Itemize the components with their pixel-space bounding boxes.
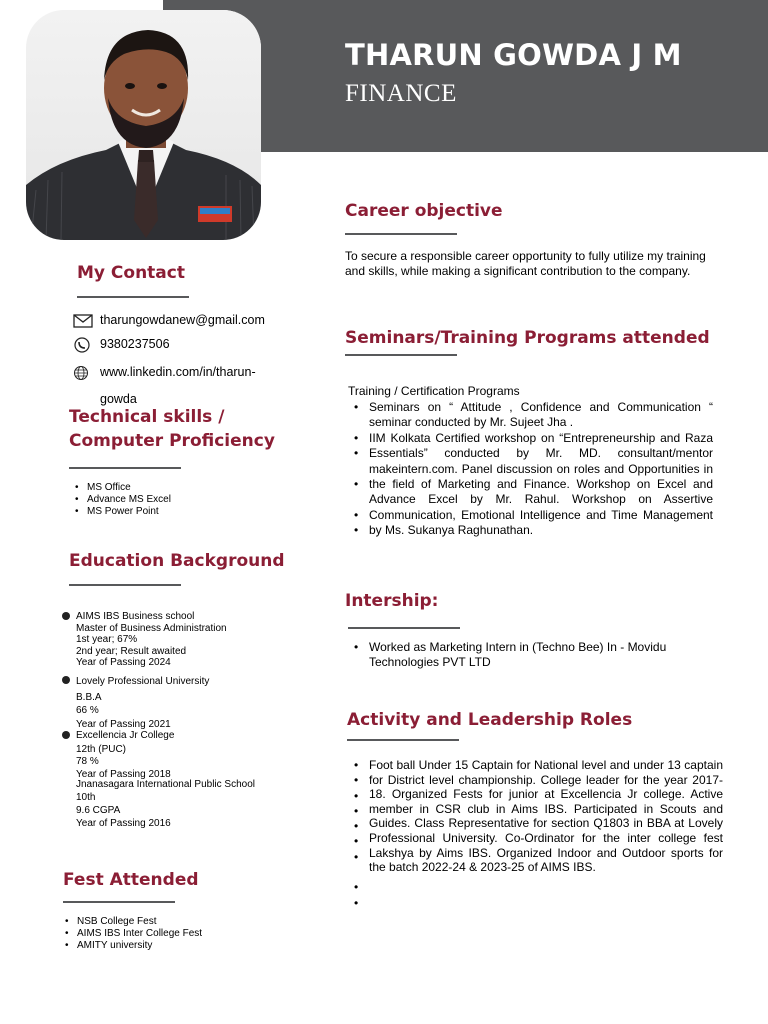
edu-line: AIMS IBS Business school	[76, 611, 195, 622]
seminars-text	[369, 400, 713, 539]
education-entry	[62, 675, 209, 731]
skills-heading-line-2: Computer Proficiency	[69, 431, 275, 451]
activities-bullet-marks: • • • • • • • • •	[354, 758, 359, 910]
internship-heading: Intership:	[345, 591, 439, 611]
candidate-name: THARUN GOWDA J M	[345, 38, 682, 72]
fest-rule	[63, 901, 175, 903]
contact-email-row[interactable]	[73, 313, 265, 333]
edu-line: Excellencia Jr College	[76, 730, 175, 741]
career-text: To secure a responsible career opportunity to fully utilize my training and skills, while making a significant contribution to the company.	[345, 249, 706, 278]
contact-email[interactable]: tharungowdanew@gmail.com	[100, 313, 265, 327]
contact-rule	[77, 296, 189, 298]
edu-line: 1st year; 67%	[76, 634, 138, 645]
seminars-heading: Seminars/Training Programs attended	[345, 328, 710, 348]
career-rule	[345, 233, 457, 235]
edu-line: Master of Business Administration	[76, 622, 227, 634]
activities-text: Foot ball Under 15 Captain for National level and under 13 captain for District level championship. College leader for the year 2017-18. Organized Fests for junior at Excellencia Jr college. Active member in CSR club in Aims IBS. Participated in Scouts and Guides. Class Representative for section Q1803 in BBA at Lovely Professional University. Co-Ordinator for the inter college fest Lakshya by Aims IBS. Organized Indoor and Outdoor sports for the batch 2022-24 & 2023-25 of AIMS IBS.	[369, 758, 723, 875]
linkedin-line-2[interactable]: gowda	[100, 392, 137, 406]
bullet-dot	[62, 731, 70, 739]
edu-line: Jnanasagara International Public School	[76, 779, 256, 790]
skills-rule	[69, 467, 181, 469]
contact-heading: My Contact	[77, 263, 185, 283]
internship-text: Worked as Marketing Intern in (Techno Bee) In - Movidu Technologies PVT LTD	[369, 640, 667, 669]
activities-heading: Activity and Leadership Roles	[347, 710, 633, 730]
edu-line: 12th (PUC)	[76, 743, 127, 755]
edu-line: 2nd year; Result awaited	[76, 645, 187, 657]
education-entry	[62, 730, 174, 781]
bullet-dot	[62, 676, 70, 684]
contact-phone[interactable]: 9380237506	[100, 337, 170, 351]
edu-line: Year of Passing 2024	[76, 657, 171, 668]
globe-icon	[73, 364, 93, 380]
profile-photo	[26, 10, 261, 240]
fest-list	[63, 916, 202, 952]
edu-line: Lovely Professional University	[76, 676, 210, 687]
education-entry	[62, 611, 227, 669]
internship-rule	[348, 627, 460, 629]
seminars-bullet-marks: • • • • • •	[354, 400, 359, 538]
skills-list	[73, 482, 171, 518]
internship-bullet-mark: •	[354, 640, 359, 654]
phone-icon	[73, 337, 93, 353]
activities-rule	[347, 739, 459, 741]
edu-line: Year of Passing 2016	[76, 818, 171, 829]
skills-heading	[69, 405, 275, 453]
portrait-illustration	[26, 10, 261, 240]
contact-phone-row[interactable]	[73, 337, 170, 357]
seminar-item: Seminars on “ Attitude , Confidence and Communication “ seminar conducted by Mr. Sujeet Jha .	[369, 400, 713, 430]
bullet-dot	[62, 612, 70, 620]
edu-line: B.B.A	[76, 691, 102, 703]
edu-line: 66 %	[76, 705, 99, 716]
skills-heading-line-1: Technical skills /	[69, 407, 225, 427]
list-item: • NSB College Fest	[63, 916, 202, 928]
list-item: • AIMS IBS Inter College Fest	[63, 928, 202, 940]
fest-heading: Fest Attended	[63, 870, 199, 890]
seminars-rule	[345, 354, 457, 356]
edu-line: 9.6 CGPA	[76, 805, 121, 816]
education-entry	[62, 778, 255, 830]
list-item: • MS Power Point	[73, 506, 171, 518]
list-item: • AMITY university	[63, 940, 202, 952]
candidate-role: FINANCE	[345, 80, 457, 107]
education-rule	[69, 584, 181, 586]
edu-line: 10th	[76, 792, 96, 803]
linkedin-line-1[interactable]: www.linkedin.com/in/tharun-	[100, 365, 256, 379]
seminars-subheading: Training / Certification Programs	[348, 384, 520, 398]
edu-line: 78 %	[76, 756, 99, 767]
education-heading: Education Background	[69, 551, 285, 571]
seminar-item: IIM Kolkata Certified workshop on “Entrepreneurship and Raza Essentials” conducted by Mr. MD. consultant/mentor makeintern.com. Panel discussion on roles and Opportunities in the field of Marketing and Finance. Workshop on Excel and Advance Excel by Mr. Rahul. Workshop on Assertive Communication, Emotional Intelligence and Time Management by Ms. Sukanya Raghunathan.	[369, 430, 713, 538]
mail-icon	[73, 313, 93, 329]
edu-line: Year of Passing 2018	[76, 768, 171, 780]
list-item: • MS Office	[73, 482, 171, 494]
edu-line: Year of Passing 2021	[76, 718, 171, 730]
list-item: • Advance MS Excel	[73, 494, 171, 506]
career-heading: Career objective	[345, 201, 503, 221]
